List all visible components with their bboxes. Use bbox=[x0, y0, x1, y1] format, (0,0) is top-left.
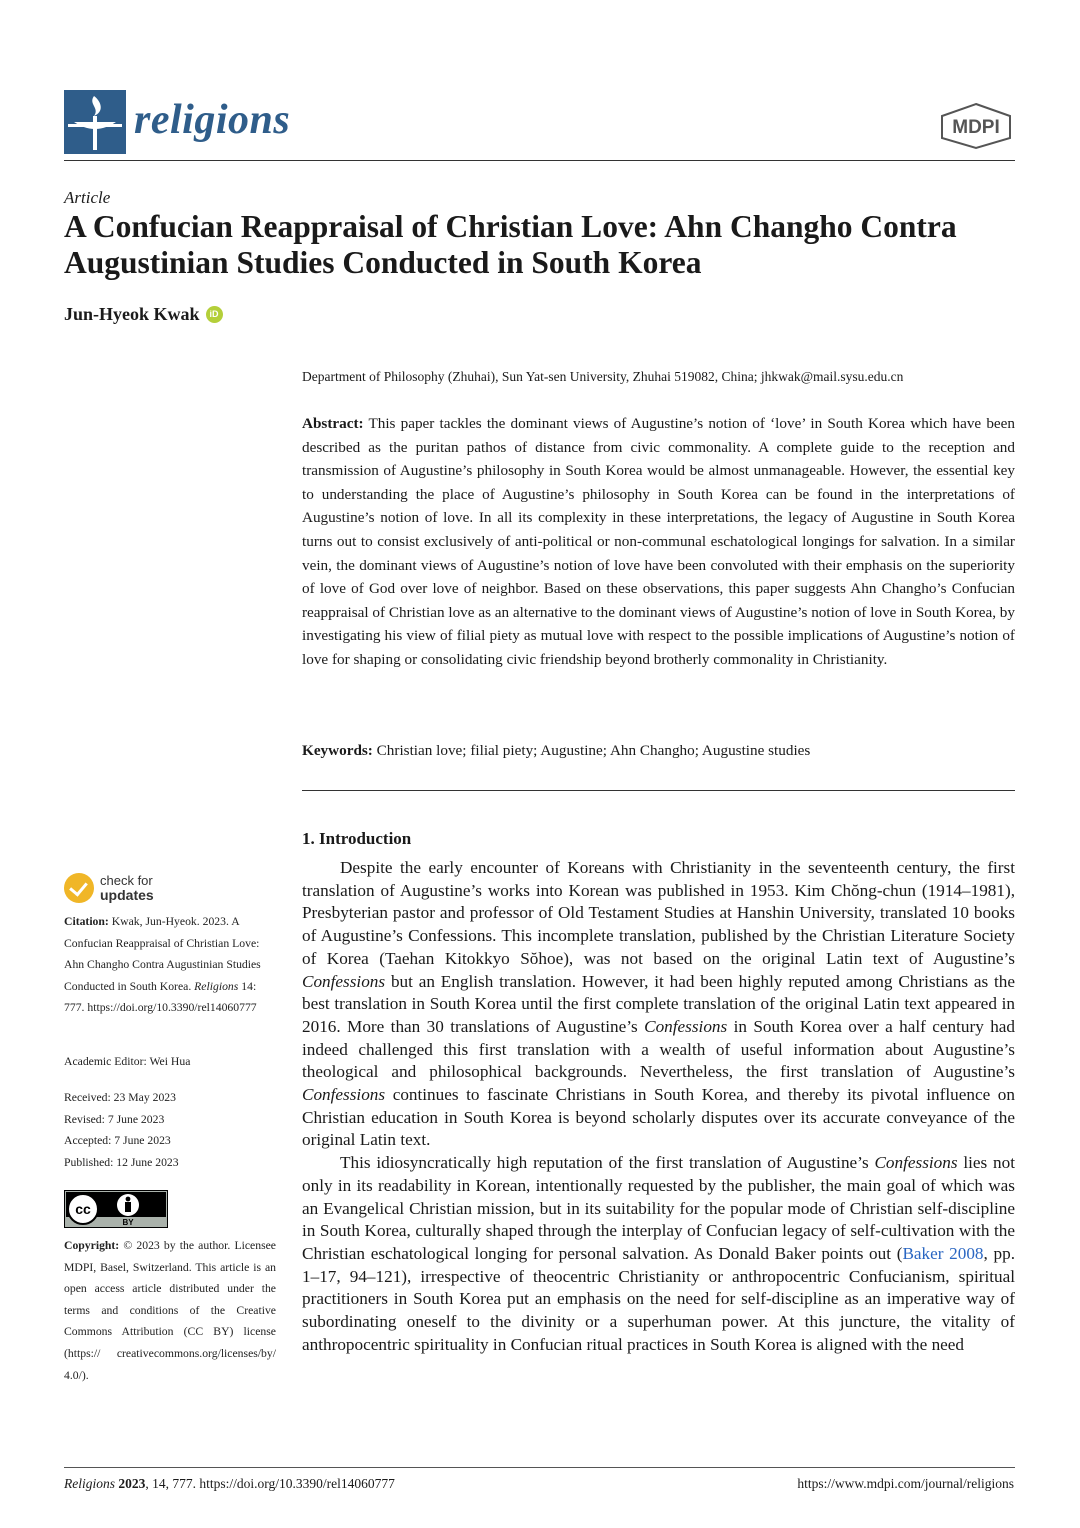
abstract-label: Abstract: bbox=[302, 415, 364, 432]
keywords bbox=[302, 739, 1015, 763]
cc-by-license-icon[interactable] bbox=[64, 1190, 168, 1228]
reference-link[interactable]: Baker 2008 bbox=[902, 1243, 984, 1263]
revised-date: Revised: 7 June 2023 bbox=[64, 1112, 165, 1126]
accepted-date: Accepted: 7 June 2023 bbox=[64, 1134, 171, 1148]
section-heading: 1. Introduction bbox=[302, 829, 412, 848]
abstract-divider bbox=[302, 790, 1015, 791]
citation: Citation: Kwak, Jun-Hyeok. 2023. A Confucian Reappraisal of Christian Love: Ahn Changho Contra Augustinian Studies Conducted in South Korea. Religions 14: 777. https://doi.org/10.3390/rel14060777 bbox=[64, 915, 261, 1015]
mdpi-logo-icon bbox=[938, 102, 1014, 150]
svg-text:BY: BY bbox=[122, 1218, 134, 1227]
citation-doi[interactable]: 14: 777. https://doi.org/10.3390/rel14060777 bbox=[64, 979, 257, 1015]
paragraph: This idiosyncratically high reputation of the first translation of Augustine’s Confessions lies not only in its readability in Korean, intentionally requested by the publisher, the main goal of which was an Evangelical Christian mission, but in its suitability for the popular mode of Christian self-discipline in South Korea, culturally shaped through the interplay of Confucian legacy of self-cultivation with the Christian eschatological longing for personal salvation. As Donald Baker points out (Baker 2008, pp. 1–17, 94–121), irrespective of theocentric Christianity or anthropocentric Confucianism, spiritual practitioners in South Korea put an emphasis on the need for self-discipline as an imperative way of subordinating oneself to the divinity or a superhuman power. At this juncture, the vitality of anthropocentric spirituality in Confucian ritual practices in South Korea is aligned with the need bbox=[302, 1153, 1015, 1354]
academic-editor: Academic Editor: Wei Hua bbox=[64, 1055, 191, 1068]
received-date: Received: 23 May 2023 bbox=[64, 1091, 176, 1104]
check-for-updates-label: check for updates bbox=[100, 873, 154, 903]
svg-text:cc: cc bbox=[75, 1201, 91, 1217]
article-title: A Confucian Reappraisal of Christian Love: Ahn Changho Contra Augustinian Studies Conducted in South Korea bbox=[64, 209, 957, 280]
orcid-icon[interactable]: iD bbox=[206, 306, 223, 323]
keywords-text: Christian love; filial piety; Augustine; Ahn Changho; Augustine studies bbox=[376, 742, 811, 759]
check-for-updates-button[interactable] bbox=[64, 873, 154, 903]
checkmark-icon bbox=[64, 873, 94, 903]
keywords-label: Keywords: bbox=[302, 742, 373, 759]
publication-dates bbox=[64, 1087, 276, 1173]
journal-logo-icon bbox=[64, 90, 126, 154]
header-divider bbox=[64, 160, 1015, 161]
abstract-text: This paper tackles the dominant views of Augustine’s notion of ‘love’ in South Korea which have been described as the puritan pathos of distance from civic commonality. A complete guide to the reception and transmission of Augustine’s philosophy in South Korea would be almost unmanageable. However, the essential key to understanding the place of Augustine’s philosophy in South Korea can be found in the interpretations of Augustine’s notion of love. In all its complexity in these interpretations, the legacy of Augustine in South Korea turns out to consist exclusively of anti-political or non-communal eschatological longings for salvation. In a similar vein, the dominant views of Augustine’s notion of love have been convoluted with their emphasis on the superiority of love of God over love of neighbor. Based on these observations, this paper suggests Ahn Changho’s Confucian reappraisal of Christian love as an alternative to the dominant views of Augustine’s notion of love in South Korea, by investigating his view of filial piety as mutual love with respect to the possible implications of Augustine’s notion of love for shaping or consolidating civic friendship beyond brotherly commonality in Christianity. bbox=[302, 415, 1015, 668]
footer-citation: Religions 2023, 14, 777. https://doi.org/10.3390/rel14060777 bbox=[64, 1476, 395, 1491]
author-name: Jun-Hyeok Kwak bbox=[64, 304, 200, 324]
article-type: Article bbox=[64, 188, 111, 207]
publisher-name: MDPI bbox=[952, 117, 1000, 138]
abstract bbox=[302, 412, 1015, 672]
copyright: Copyright: © 2023 by the author. Licensee MDPI, Basel, Switzerland. This article is an open access article distributed under the terms and conditions of the Creative Commons Attribution (CC BY) license (https:// creativecommons.org/licenses/by/ 4.0/). bbox=[64, 1239, 276, 1382]
introduction-body bbox=[302, 857, 1015, 1356]
paragraph: Despite the early encounter of Koreans with Christianity in the seventeenth century, the first translation of Augustine’s works into Korean was published in 1953. Kim Chŏng-chun (1914–1981), Presbyterian pastor and professor of Old Testament Studies at Hanshin University, translated 10 books of Augustine’s Confessions. This incomplete translation, published by the Christian Literature Society of Korea (Taehan Kitokkyo Sŏhoe), was not based on the original Latin text of Augustine’s Confessions but an English translation. However, it had been highly reputed among Christians as the best translation in South Korea until the first complete translation of the original Latin text appeared in 2016. More than 30 translations of Augustine’s Confessions in South Korea over a half century had indeed challenged this first translation with a wealth of useful information about Augustine’s theological and philosophical backgrounds. Nevertheless, the first translation of Augustine’s Confessions continues to fascinate Christians in South Korea, and thereby its pivotal influence on Christian education in South Korea is beyond scholarly disputes over its accurate conveyance of the original Latin text. bbox=[302, 858, 1016, 1150]
author-line bbox=[64, 304, 223, 325]
footer-divider bbox=[64, 1467, 1015, 1468]
published-date: Published: 12 June 2023 bbox=[64, 1155, 179, 1169]
footer-journal-url[interactable]: https://www.mdpi.com/journal/religions bbox=[797, 1476, 1014, 1491]
journal-name: religions bbox=[134, 97, 291, 143]
affiliation: Department of Philosophy (Zhuhai), Sun Yat-sen University, Zhuhai 519082, China; jhkwak@mail.sysu.edu.cn bbox=[302, 369, 904, 384]
